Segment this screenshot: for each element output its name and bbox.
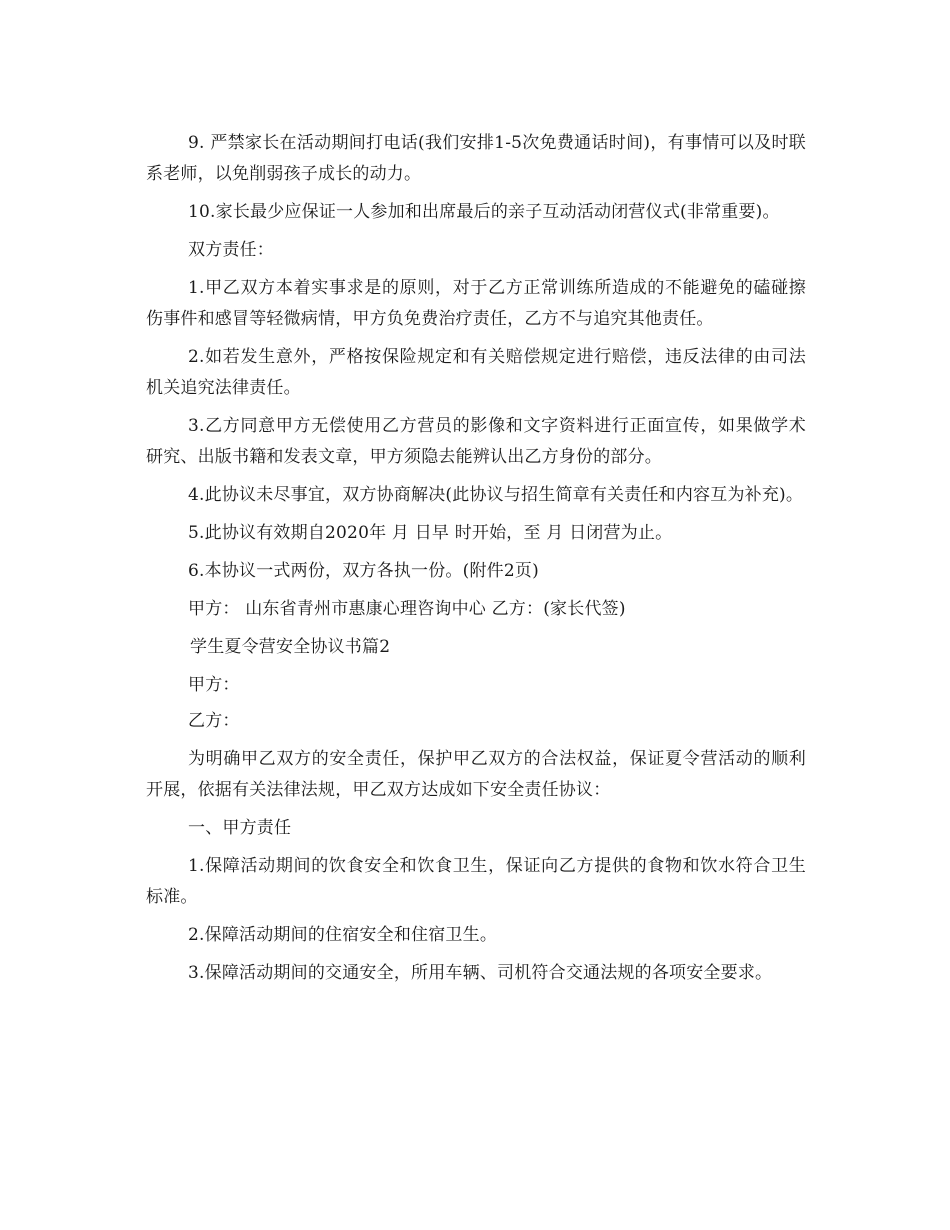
paragraph-duty-6: 6.本协议一式两份，双方各执一份。(附件2页) bbox=[188, 561, 539, 581]
paragraph-duty-2: 2.如若发生意外，严格按保险规定和有关赔偿规定进行赔偿，违反法律的由司法机关追究法律责任。 bbox=[146, 347, 806, 398]
paragraph-duty-1: 1.甲乙双方本着实事求是的原则，对于乙方正常训练所造成的不能避免的磕碰擦伤事件和感冒等轻微病情，甲方负免费治疗责任，乙方不与追究其他责任。 bbox=[146, 278, 806, 329]
party-a-label: 甲方： bbox=[188, 675, 240, 695]
paragraph-duty-3: 3.乙方同意甲方无偿使用乙方营员的影像和文字资料进行正面宣传，如果做学术研究、出版书籍和发表文章，甲方须隐去能辨认出乙方身份的部分。 bbox=[146, 416, 806, 467]
paragraph-party-a-2: 2.保障活动期间的住宿安全和住宿卫生。 bbox=[188, 925, 498, 945]
paragraph-duty-5: 5.此协议有效期自2020年 月 日早 时开始，至 月 日闭营为止。 bbox=[188, 523, 673, 543]
document-section-title: 学生夏令营安全协议书篇2 bbox=[190, 637, 391, 657]
signature-line: 甲方： 山东省青州市惠康心理咨询中心 乙方：(家长代签) bbox=[188, 599, 626, 619]
section-heading-party-a: 一、甲方责任 bbox=[188, 818, 292, 838]
document-body bbox=[146, 128, 806, 996]
paragraph-intro: 为明确甲乙双方的安全责任，保护甲乙双方的合法权益，保证夏令营活动的顺利开展，依据有关法律法规，甲乙双方达成如下安全责任协议： bbox=[146, 749, 806, 800]
party-b-label: 乙方： bbox=[188, 711, 240, 731]
paragraph-item-10: 10.家长最少应保证一人参加和出席最后的亲子互动活动闭营仪式(非常重要)。 bbox=[188, 202, 780, 222]
section-heading-mutual-duties: 双方责任： bbox=[188, 240, 274, 260]
paragraph-party-a-1: 1.保障活动期间的饮食安全和饮食卫生，保证向乙方提供的食物和饮水符合卫生标准。 bbox=[146, 856, 806, 907]
paragraph-party-a-3: 3.保障活动期间的交通安全，所用车辆、司机符合交通法规的各项安全要求。 bbox=[188, 963, 773, 983]
paragraph-item-9: 9. 严禁家长在活动期间打电话(我们安排1-5次免费通话时间)，有事情可以及时联系老师，以免削弱孩子成长的动力。 bbox=[146, 133, 806, 184]
paragraph-duty-4: 4.此协议未尽事宜，双方协商解决(此协议与招生简章有关责任和内容互为补充)。 bbox=[188, 485, 804, 505]
